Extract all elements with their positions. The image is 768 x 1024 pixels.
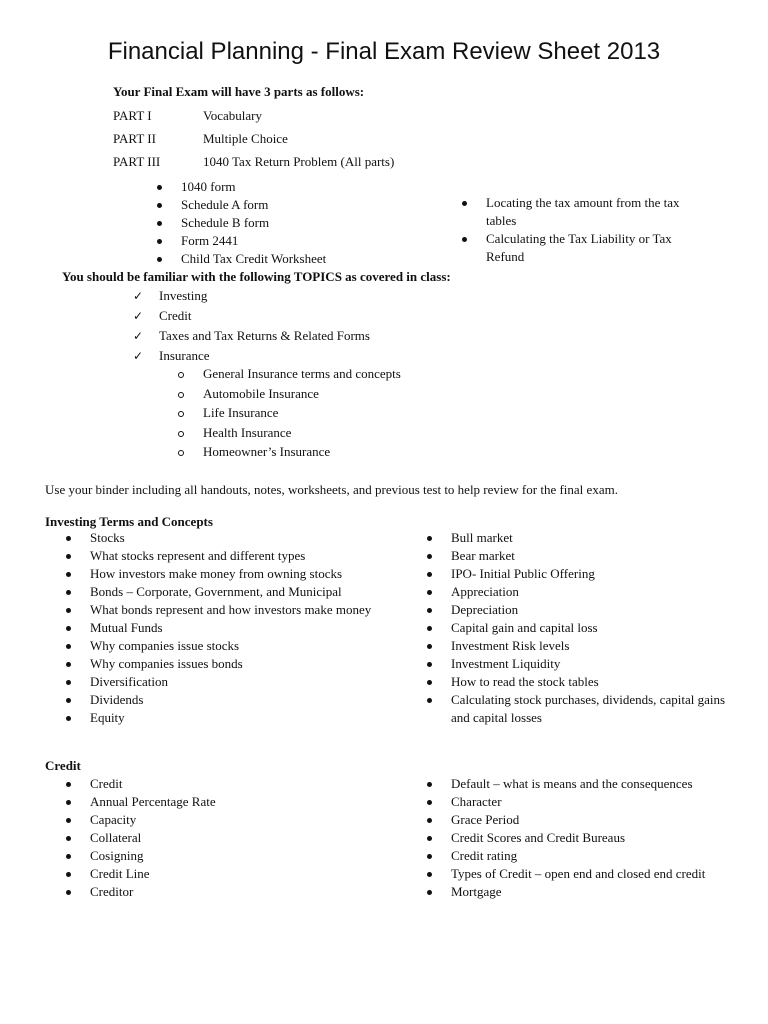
list-item: Life Insurance bbox=[177, 404, 477, 424]
list-item: Credit rating bbox=[425, 847, 745, 865]
list-item: Mutual Funds bbox=[64, 619, 376, 637]
list-item: Credit Scores and Credit Bureaus bbox=[425, 829, 745, 847]
section-heading: Investing Terms and Concepts bbox=[45, 514, 213, 529]
credit-list-right bbox=[425, 775, 745, 901]
part-desc: Multiple Choice bbox=[203, 131, 288, 146]
list-item: Calculating stock purchases, dividends, capital gains and capital losses bbox=[425, 691, 725, 727]
list-item: Diversification bbox=[64, 673, 376, 691]
page-title: Financial Planning - Final Exam Review Sheet 2013 bbox=[107, 38, 661, 65]
list-item: Credit Line bbox=[64, 865, 376, 883]
topics-heading: You should be familiar with the following TOPICS as covered in class: bbox=[62, 269, 451, 284]
exam-intro: Your Final Exam will have 3 parts as follows: bbox=[113, 84, 365, 99]
list-item: Why companies issue stocks bbox=[64, 637, 376, 655]
list-item: IPO- Initial Public Offering bbox=[425, 565, 725, 583]
list-item: Credit bbox=[64, 775, 376, 793]
list-item: Child Tax Credit Worksheet bbox=[155, 250, 415, 268]
list-item: Dividends bbox=[64, 691, 376, 709]
credit-list-left bbox=[64, 775, 376, 901]
investing-list-right bbox=[425, 529, 725, 727]
list-item: Form 2441 bbox=[155, 232, 415, 250]
list-item: Automobile Insurance bbox=[177, 385, 477, 405]
list-item: Schedule A form bbox=[155, 196, 415, 214]
list-item: How to read the stock tables bbox=[425, 673, 725, 691]
list-item: Investment Liquidity bbox=[425, 655, 725, 673]
list-item: Default – what is means and the consequences bbox=[425, 775, 745, 793]
list-item: What stocks represent and different types bbox=[64, 547, 376, 565]
list-item: Cosigning bbox=[64, 847, 376, 865]
list-item: General Insurance terms and concepts bbox=[177, 365, 477, 385]
list-item: Capital gain and capital loss bbox=[425, 619, 725, 637]
part-desc: Vocabulary bbox=[203, 108, 262, 123]
list-item: Collateral bbox=[64, 829, 376, 847]
part-desc: 1040 Tax Return Problem (All parts) bbox=[203, 154, 395, 169]
binder-note: Use your binder including all handouts, notes, worksheets, and previous test to help review for the final exam. bbox=[45, 482, 618, 497]
investing-list-left bbox=[64, 529, 376, 727]
list-item: 1040 form bbox=[155, 178, 415, 196]
tax-forms-list bbox=[155, 178, 415, 268]
list-item: How investors make money from owning stocks bbox=[64, 565, 376, 583]
list-item: ✓ Credit bbox=[133, 307, 453, 327]
list-item: Stocks bbox=[64, 529, 376, 547]
list-item: Calculating the Tax Liability or Tax Refund bbox=[460, 230, 685, 266]
topics-list bbox=[133, 287, 453, 367]
part-label: PART I bbox=[113, 108, 152, 123]
list-item: Investment Risk levels bbox=[425, 637, 725, 655]
list-item: Annual Percentage Rate bbox=[64, 793, 376, 811]
list-item: Character bbox=[425, 793, 745, 811]
tax-skills-list bbox=[460, 194, 685, 266]
list-item: Capacity bbox=[64, 811, 376, 829]
list-item: Schedule B form bbox=[155, 214, 415, 232]
list-item: ✓ Insurance bbox=[133, 347, 453, 367]
list-item: Locating the tax amount from the tax tables bbox=[460, 194, 685, 230]
list-item: Health Insurance bbox=[177, 424, 477, 444]
list-item: Homeowner’s Insurance bbox=[177, 443, 477, 463]
list-item: What bonds represent and how investors make money bbox=[64, 601, 376, 619]
list-item: ✓ Investing bbox=[133, 287, 453, 307]
list-item: Why companies issues bonds bbox=[64, 655, 376, 673]
section-heading: Credit bbox=[45, 758, 81, 773]
list-item: Appreciation bbox=[425, 583, 725, 601]
list-item: ✓ Taxes and Tax Returns & Related Forms bbox=[133, 327, 453, 347]
list-item: Grace Period bbox=[425, 811, 745, 829]
list-item: Equity bbox=[64, 709, 376, 727]
list-item: Bonds – Corporate, Government, and Municipal bbox=[64, 583, 376, 601]
list-item: Mortgage bbox=[425, 883, 745, 901]
part-label: PART III bbox=[113, 154, 161, 169]
list-item: Creditor bbox=[64, 883, 376, 901]
list-item: Bull market bbox=[425, 529, 725, 547]
list-item: Types of Credit – open end and closed end credit bbox=[425, 865, 745, 883]
list-item: Bear market bbox=[425, 547, 725, 565]
part-label: PART II bbox=[113, 131, 156, 146]
insurance-sublist bbox=[177, 365, 477, 463]
list-item: Depreciation bbox=[425, 601, 725, 619]
